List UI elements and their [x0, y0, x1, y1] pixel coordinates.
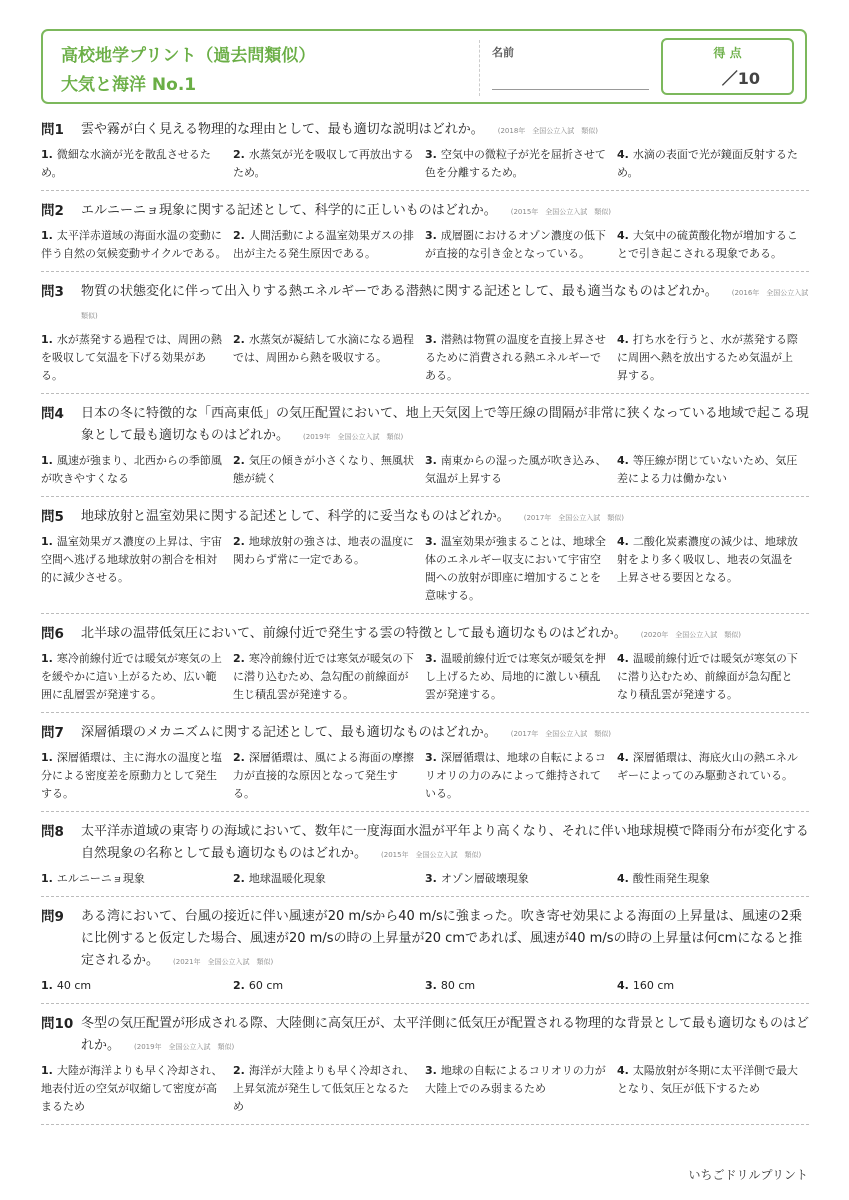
question-number: 問5 — [41, 509, 64, 525]
choice-3[interactable]: 3. 潜熱は物質の温度を直接上昇させるために消費される熱エネルギーである。 — [425, 333, 606, 382]
choice-3[interactable]: 3. 地球の自転によるコリオリの力が大陸上でのみ弱まるため — [425, 1064, 606, 1095]
question-number: 問3 — [41, 284, 64, 300]
score-value: ／10 — [721, 69, 760, 88]
question-text: 日本の冬に特徴的な「西高東低」の気圧配置において、地上天気図上で等圧線の間隔が非常に狭くなっている地域で起こる現象として最も適切なものはどれか。 — [81, 406, 809, 443]
question-5 — [41, 506, 809, 614]
question-1 — [41, 119, 809, 191]
worksheet-title: 高校地学プリント（過去問類似） — [61, 46, 316, 66]
choice-3[interactable]: 3. オゾン層破壊現象 — [425, 872, 529, 885]
choice-1[interactable]: 1. 寒冷前線付近では暖気が寒気の上を緩やかに這い上がるため、広い範囲に乱層雲が発達する。 — [41, 652, 222, 701]
question-7 — [41, 722, 809, 812]
worksheet-subtitle: 大気と海洋 No.1 — [61, 75, 197, 95]
question-number: 問6 — [41, 626, 64, 642]
choice-4[interactable]: 4. 深層循環は、海底火山の熱エネルギーによってのみ駆動されている。 — [617, 751, 798, 782]
choice-3[interactable]: 3. 温暖前線付近では寒気が暖気を押し上げるため、局地的に激しい積乱雲が発達する。 — [425, 652, 606, 701]
choice-list — [41, 650, 809, 704]
choice-1[interactable]: 1. 大陸が海洋よりも早く冷却され、地表付近の空気が収縮して密度が高まるため — [41, 1064, 223, 1113]
question-source: (2016年 全国公立入試 類似) — [81, 289, 816, 320]
choice-3[interactable]: 3. 空気中の微粒子が光を屈折させて色を分離するため。 — [425, 148, 606, 179]
question-source: (2021年 全国公立入試 類似) — [173, 958, 274, 966]
choice-1[interactable]: 1. 風速が強まり、北西からの季節風が吹きやすくなる — [41, 454, 222, 485]
question-10 — [41, 1013, 809, 1125]
question-text: 北半球の温帯低気圧において、前線付近で発生する雲の特徴として最も適切なものはどれか。 — [81, 626, 627, 641]
question-number: 問10 — [41, 1016, 74, 1032]
question-text: 雲や霧が白く見える物理的な理由として、最も適切な説明はどれか。 — [81, 122, 484, 137]
question-number: 問1 — [41, 122, 64, 138]
choice-list — [41, 452, 809, 488]
choice-list — [41, 870, 809, 888]
choice-list — [41, 146, 809, 182]
question-source: (2015年 全国公立入試 類似) — [510, 208, 612, 216]
question-number: 問4 — [41, 406, 64, 422]
choice-list — [41, 227, 809, 263]
question-source: (2018年 全国公立入試 類似) — [497, 127, 599, 135]
question-text: 深層循環のメカニズムに関する記述として、最も適切なものはどれか。 — [81, 725, 497, 740]
choice-1[interactable]: 1. 太平洋赤道域の海面水温の変動に伴う自然の気候変動サイクルである。 — [41, 229, 227, 260]
question-6 — [41, 623, 809, 713]
header-box — [41, 29, 807, 104]
choice-4[interactable]: 4. 打ち水を行うと、水が蒸発する際に周囲へ熱を放出するため気温が上昇する。 — [617, 333, 798, 382]
question-3 — [41, 281, 816, 394]
choice-2[interactable]: 2. 人間活動による温室効果ガスの排出が主たる発生原因である。 — [233, 229, 414, 260]
question-2 — [41, 200, 809, 272]
question-number: 問8 — [41, 824, 64, 840]
choice-4[interactable]: 4. 二酸化炭素濃度の減少は、地球放射をより多く吸収し、地表の気温を上昇させる要因となる。 — [617, 535, 798, 584]
question-number: 問2 — [41, 203, 64, 219]
choice-3[interactable]: 3. 温室効果が強まることは、地球全体のエネルギー収支において宇宙空間への放射が即座に増加することを意味する。 — [425, 535, 606, 602]
choice-2[interactable]: 2. 海洋が大陸よりも早く冷却され、上昇気流が発生して低気圧となるため — [233, 1064, 415, 1113]
choice-2[interactable]: 2. 深層循環は、風による海面の摩擦力が直接的な原因となって発生する。 — [233, 751, 414, 800]
choice-1[interactable]: 1. 微細な水滴が光を散乱させるため。 — [41, 148, 211, 179]
choice-3[interactable]: 3. 南東からの湿った風が吹き込み、気温が上昇する — [425, 454, 607, 485]
question-text: 地球放射と温室効果に関する記述として、科学的に妥当なものはどれか。 — [81, 509, 510, 524]
choice-1[interactable]: 1. エルニーニョ現象 — [41, 872, 145, 885]
score-label: 得 点 — [713, 46, 742, 60]
choice-4[interactable]: 4. 温暖前線付近では暖気が寒気の下に潜り込むため、前線面が急勾配となり積乱雲が発達する。 — [617, 652, 798, 701]
question-source: (2017年 全国公立入試 類似) — [523, 514, 625, 522]
question-text: ある湾において、台風の接近に伴い風速が20 m/sから40 m/sに強まった。吹き寄せ効果による海面の上昇量は、風速の2乗に比例すると仮定した場合、風速が20 m/sの時の上昇量が20 cmであれば、風速が40 m/sの時の上昇量は何cmになると推定されるか。 — [81, 909, 803, 968]
choice-2[interactable]: 2. 地球温暖化現象 — [233, 872, 326, 885]
choice-4[interactable]: 4. 水滴の表面で光が鏡面反射するため。 — [617, 148, 798, 179]
choice-list — [41, 1062, 809, 1116]
choice-3[interactable]: 3. 成層圏におけるオゾン濃度の低下が直接的な引き金となっている。 — [425, 229, 606, 260]
name-label: 名前 — [492, 46, 514, 59]
choice-2[interactable]: 2. 寒冷前線付近では寒気が暖気の下に潜り込むため、急勾配の前線面が生じ積乱雲が発達する。 — [233, 652, 414, 701]
question-9 — [41, 906, 809, 1004]
choice-4[interactable]: 4. 太陽放射が冬期に太平洋側で最大となり、気圧が低下するため — [617, 1064, 798, 1095]
question-source: (2017年 全国公立入試 類似) — [510, 730, 612, 738]
question-4 — [41, 403, 809, 497]
question-text: 冬型の気圧配置が形成される際、大陸側に高気圧が、太平洋側に低気圧が配置される物理的な背景として最も適切なものはどれか。 — [81, 1016, 810, 1053]
question-text: 物質の状態変化に伴って出入りする熱エネルギーである潜熱に関する記述として、最も適当なものはどれか。 — [81, 284, 718, 299]
choice-list — [41, 331, 809, 385]
choice-4[interactable]: 4. 酸性雨発生現象 — [617, 872, 710, 885]
question-source: (2015年 全国公立入試 類似) — [381, 851, 482, 859]
choice-3[interactable]: 3. 深層循環は、地球の自転によるコリオリの力のみによって維持されている。 — [425, 751, 606, 800]
question-text: 太平洋赤道域の東寄りの海域において、数年に一度海面水温が平年より高くなり、それに伴い地球規模で降雨分布が変化する自然現象の名称として最も適切なものはどれか。 — [81, 824, 809, 861]
question-source: (2019年 全国公立入試 類似) — [134, 1043, 235, 1051]
choice-4[interactable]: 4. 等圧線が閉じていないため、気圧差による力は働かない — [617, 454, 798, 485]
choice-2[interactable]: 2. 60 cm — [233, 979, 284, 992]
choice-2[interactable]: 2. 地球放射の強さは、地表の温度に関わらず常に一定である。 — [233, 535, 414, 566]
name-field[interactable] — [492, 89, 649, 90]
question-8 — [41, 821, 809, 897]
choice-2[interactable]: 2. 水蒸気が光を吸収して再放出するため。 — [233, 148, 414, 179]
question-text: エルニーニョ現象に関する記述として、科学的に正しいものはどれか。 — [81, 203, 497, 218]
question-number: 問9 — [41, 909, 64, 925]
choice-list — [41, 533, 809, 605]
question-source: (2019年 全国公立入試 類似) — [303, 433, 404, 441]
header-divider — [479, 40, 480, 96]
footer-brand: いちごドリルプリント — [688, 1168, 808, 1182]
choice-2[interactable]: 2. 気圧の傾きが小さくなり、無風状態が続く — [233, 454, 414, 485]
question-list — [41, 119, 816, 1134]
choice-2[interactable]: 2. 水蒸気が凝結して水滴になる過程では、周囲から熱を吸収する。 — [233, 333, 414, 364]
question-source: (2020年 全国公立入試 類似) — [640, 631, 742, 639]
choice-1[interactable]: 1. 温室効果ガス濃度の上昇は、宇宙空間へ逃げる地球放射の割合を相対的に減少させる。 — [41, 535, 222, 584]
choice-1[interactable]: 1. 深層循環は、主に海水の温度と塩分による密度差を原動力として発生する。 — [41, 751, 222, 800]
choice-1[interactable]: 1. 水が蒸発する過程では、周囲の熱を吸収して気温を下げる効果がある。 — [41, 333, 222, 382]
question-number: 問7 — [41, 725, 64, 741]
choice-list — [41, 749, 809, 803]
choice-4[interactable]: 4. 160 cm — [617, 979, 675, 992]
score-box — [661, 38, 794, 95]
choice-3[interactable]: 3. 80 cm — [425, 979, 476, 992]
choice-1[interactable]: 1. 40 cm — [41, 979, 92, 992]
choice-list — [41, 977, 809, 995]
choice-4[interactable]: 4. 大気中の硫黄酸化物が増加することで引き起こされる現象である。 — [617, 229, 798, 260]
